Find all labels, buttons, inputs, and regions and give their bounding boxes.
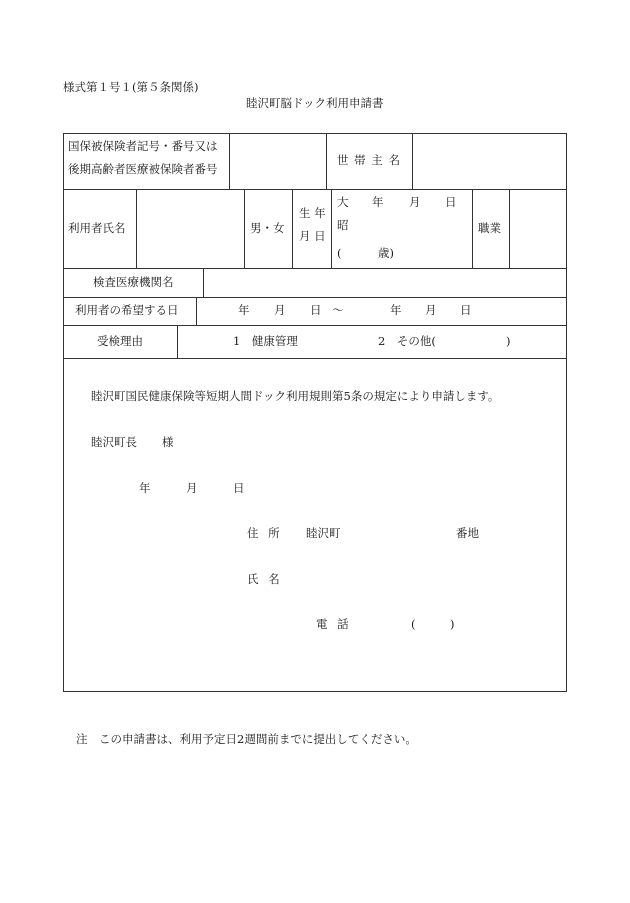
desired-date-label: 利用者の希望する日 xyxy=(75,303,179,317)
col-divider xyxy=(229,133,230,189)
row-divider xyxy=(63,297,567,298)
institution-label: 検査医療機関名 xyxy=(93,275,174,289)
page-title: 睦沢町脳ドック利用申請書 xyxy=(246,96,384,110)
desired-start-day: 日 xyxy=(310,303,322,317)
row-divider xyxy=(63,325,567,326)
desired-end-day: 日 xyxy=(460,303,472,317)
insurance-number-label: 国保被保険者記号・番号又は xyxy=(68,139,218,153)
reason-other-close: ) xyxy=(506,334,511,348)
form-number: 様式第１号１(第５条関係) xyxy=(63,80,199,94)
era-taisho[interactable]: 大 xyxy=(337,195,349,209)
desired-end-year: 年 xyxy=(390,303,402,317)
user-name-field[interactable] xyxy=(138,191,243,267)
institution-field[interactable] xyxy=(205,270,565,296)
desired-start-month: 月 xyxy=(274,303,286,317)
col-divider xyxy=(331,189,332,268)
row-divider xyxy=(63,268,567,269)
addressee-honorific: 様 xyxy=(162,435,174,449)
head-of-household-label: 世 帯 主 名 xyxy=(337,153,401,167)
reason-option-other[interactable]: 2 その他( xyxy=(378,334,436,348)
reason-label: 受検理由 xyxy=(97,334,143,348)
row-divider xyxy=(63,189,567,190)
insurance-number-label-2: 後期高齢者医療被保険者番号 xyxy=(68,162,218,176)
application-month: 月 xyxy=(186,481,198,495)
col-divider xyxy=(292,189,293,268)
row-divider xyxy=(63,358,567,359)
desired-end-month: 月 xyxy=(425,303,437,317)
gender-options[interactable]: 男・女 xyxy=(250,221,285,235)
age-open-paren: ( xyxy=(337,246,342,260)
era-showa[interactable]: 昭 xyxy=(337,218,349,232)
date-range-tilde: ～ xyxy=(332,303,344,317)
occupation-field[interactable] xyxy=(511,191,565,267)
birth-date-label: 生 年 xyxy=(299,206,326,220)
phone-field[interactable] xyxy=(360,615,460,633)
head-of-household-field[interactable] xyxy=(414,135,565,188)
address-label: 住 所 xyxy=(247,526,283,540)
phone-open-paren: ( xyxy=(411,617,416,631)
addressee-mayor: 睦沢町長 xyxy=(91,435,137,449)
col-divider xyxy=(509,189,510,268)
col-divider xyxy=(326,133,327,189)
birth-month-unit: 月 xyxy=(409,195,421,209)
col-divider xyxy=(203,268,204,297)
application-day: 日 xyxy=(233,481,245,495)
phone-close-paren: ) xyxy=(450,617,455,631)
age-unit: 歳) xyxy=(378,246,394,260)
phone-label: 電 話 xyxy=(316,617,352,631)
insurance-number-field[interactable] xyxy=(231,135,325,188)
submission-note: 注 この申請書は、利用予定日2週間前までに提出してください。 xyxy=(76,732,417,746)
birth-date-label-2: 月 日 xyxy=(299,229,326,243)
applicant-name-field[interactable] xyxy=(290,570,550,588)
occupation-label: 職業 xyxy=(478,221,501,235)
col-divider xyxy=(177,325,178,358)
col-divider xyxy=(412,133,413,189)
user-name-label: 利用者氏名 xyxy=(68,221,126,235)
col-divider xyxy=(472,189,473,268)
birth-year-unit: 年 xyxy=(372,195,384,209)
address-town: 睦沢町 xyxy=(306,526,341,540)
desired-start-year: 年 xyxy=(238,303,250,317)
address-field[interactable] xyxy=(345,524,453,542)
col-divider xyxy=(196,297,197,325)
application-statement: 睦沢町国民健康保険等短期人間ドック利用規則第5条の規定により申請します。 xyxy=(91,389,500,403)
applicant-name-label: 氏 名 xyxy=(247,572,283,586)
address-banchi: 番地 xyxy=(456,526,479,540)
birth-day-unit: 日 xyxy=(445,195,457,209)
col-divider xyxy=(244,189,245,268)
col-divider xyxy=(136,189,137,268)
application-year: 年 xyxy=(139,481,151,495)
reason-option-health[interactable]: 1 健康管理 xyxy=(233,334,298,348)
